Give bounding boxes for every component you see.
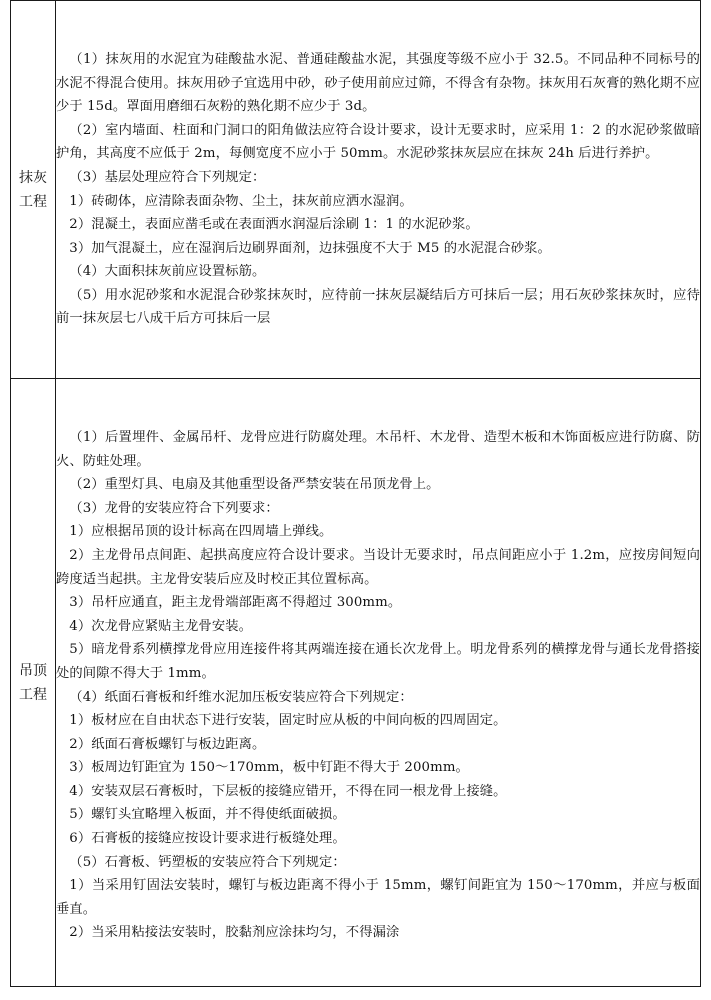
spec-paragraph: 2）混凝土，表面应凿毛或在表面洒水润湿后涂刷 1：1 的水泥砂浆。 xyxy=(69,217,479,233)
spec-paragraph: 4）安装双层石膏板时，下层板的接缝应错开，不得在同一根龙骨上接缝。 xyxy=(69,783,507,799)
content-cell-ceiling xyxy=(56,379,701,987)
spec-paragraph: （3）龙骨的安装应符合下列要求： xyxy=(69,500,279,516)
spec-paragraph: 1）板材应在自由状态下进行安装，固定时应从板的中间向板的四周固定。 xyxy=(69,713,507,729)
spec-paragraph: （1）后置埋件、金属吊杆、龙骨应进行防腐处理。木吊杆、木龙骨、造型木板和木饰面板应进行防腐、防火、防蛀处理。 xyxy=(56,429,700,469)
spec-table-container xyxy=(10,0,701,986)
content-cell-plastering xyxy=(56,1,701,379)
spec-paragraph: （4）大面积抹灰前应设置标筋。 xyxy=(69,264,266,280)
spec-paragraph: 1）砖砌体，应清除表面杂物、尘土，抹灰前应洒水湿润。 xyxy=(69,193,413,209)
spec-paragraph: 2）主龙骨吊点间距、起拱高度应符合设计要求。当设计无要求时，吊点间距应小于 1.2m，应按房间短向跨度适当起拱。主龙骨安装后应及时校正其位置标高。 xyxy=(56,547,700,587)
spec-paragraph: （2）重型灯具、电扇及其他重型设备严禁安装在吊顶龙骨上。 xyxy=(69,477,440,493)
spec-paragraph: （1）抹灰用的水泥宜为硅酸盐水泥、普通硅酸盐水泥，其强度等级不应小于 32.5。不同品种不同标号的水泥不得混合使用。抹灰用砂子宜选用中砂，砂子使用前应过筛，不得含有杂物。抹灰用石灰膏的熟化期不应少于 15d。罩面用磨细石灰粉的熟化期不应少于 3d。 xyxy=(56,51,700,115)
spec-paragraph: 3）吊杆应通直，距主龙骨端部距离不得超过 300mm。 xyxy=(69,595,402,611)
spec-paragraph: 3）板周边钉距宜为 150～170mm，板中钉距不得大于 200mm。 xyxy=(69,760,469,776)
category-label-line: 工程 xyxy=(19,686,47,703)
spec-paragraph: （4）纸面石膏板和纤维水泥加压板安装应符合下列规定： xyxy=(69,689,413,705)
category-cell-ceiling xyxy=(11,379,56,987)
category-label-line: 工程 xyxy=(19,193,47,210)
spec-paragraph: 5）螺钉头宜略埋入板面，并不得使纸面破损。 xyxy=(69,807,346,823)
spec-paragraph: 3）加气混凝土，应在湿润后边刷界面剂，边抹强度不大于 M5 的水泥混合砂浆。 xyxy=(69,240,551,256)
construction-spec-table xyxy=(10,0,701,987)
spec-paragraph: 1）当采用钉固法安装时，螺钉与板边距离不得小于 15mm，螺钉间距宜为 150～170mm，并应与板面垂直。 xyxy=(56,878,700,917)
table-row-ceiling xyxy=(11,379,701,987)
table-row-plastering xyxy=(11,1,701,379)
spec-paragraph: 1）应根据吊顶的设计标高在四周墙上弹线。 xyxy=(69,524,333,540)
spec-paragraph: （3）基层处理应符合下列规定： xyxy=(69,169,266,185)
spec-paragraph: （2）室内墙面、柱面和门洞口的阳角做法应符合设计要求，设计无要求时，应采用 1：2 的水泥砂浆做暗护角，其高度不应低于 2m，每侧宽度不应小于 50mm。水泥砂浆抹灰层应在抹灰 24h 后进行养护。 xyxy=(56,122,700,162)
spec-paragraph: 6）石膏板的接缝应按设计要求进行板缝处理。 xyxy=(69,831,346,847)
spec-paragraph: 4）次龙骨应紧贴主龙骨安装。 xyxy=(69,618,253,634)
spec-paragraph: 5）暗龙骨系列横撑龙骨应用连接件将其两端连接在通长次龙骨上。明龙骨系列的横撑龙骨与通长龙骨搭接处的间隙不得大于 1mm。 xyxy=(56,642,700,681)
category-label-line: 吊顶 xyxy=(19,662,47,679)
spec-paragraph: （5）用水泥砂浆和水泥混合砂浆抹灰时，应待前一抹灰层凝结后方可抹后一层；用石灰砂浆抹灰时，应待前一抹灰层七八成干后方可抹后一层 xyxy=(56,287,700,327)
category-cell-plastering xyxy=(11,1,56,379)
category-label-line: 抹灰 xyxy=(19,169,47,186)
spec-paragraph: 2）当采用粘接法安装时，胶黏剂应涂抹均匀，不得漏涂 xyxy=(69,925,400,941)
spec-paragraph: 2）纸面石膏板螺钉与板边距离。 xyxy=(69,736,266,752)
spec-paragraph: （5）石膏板、钙塑板的安装应符合下列规定： xyxy=(69,854,346,870)
